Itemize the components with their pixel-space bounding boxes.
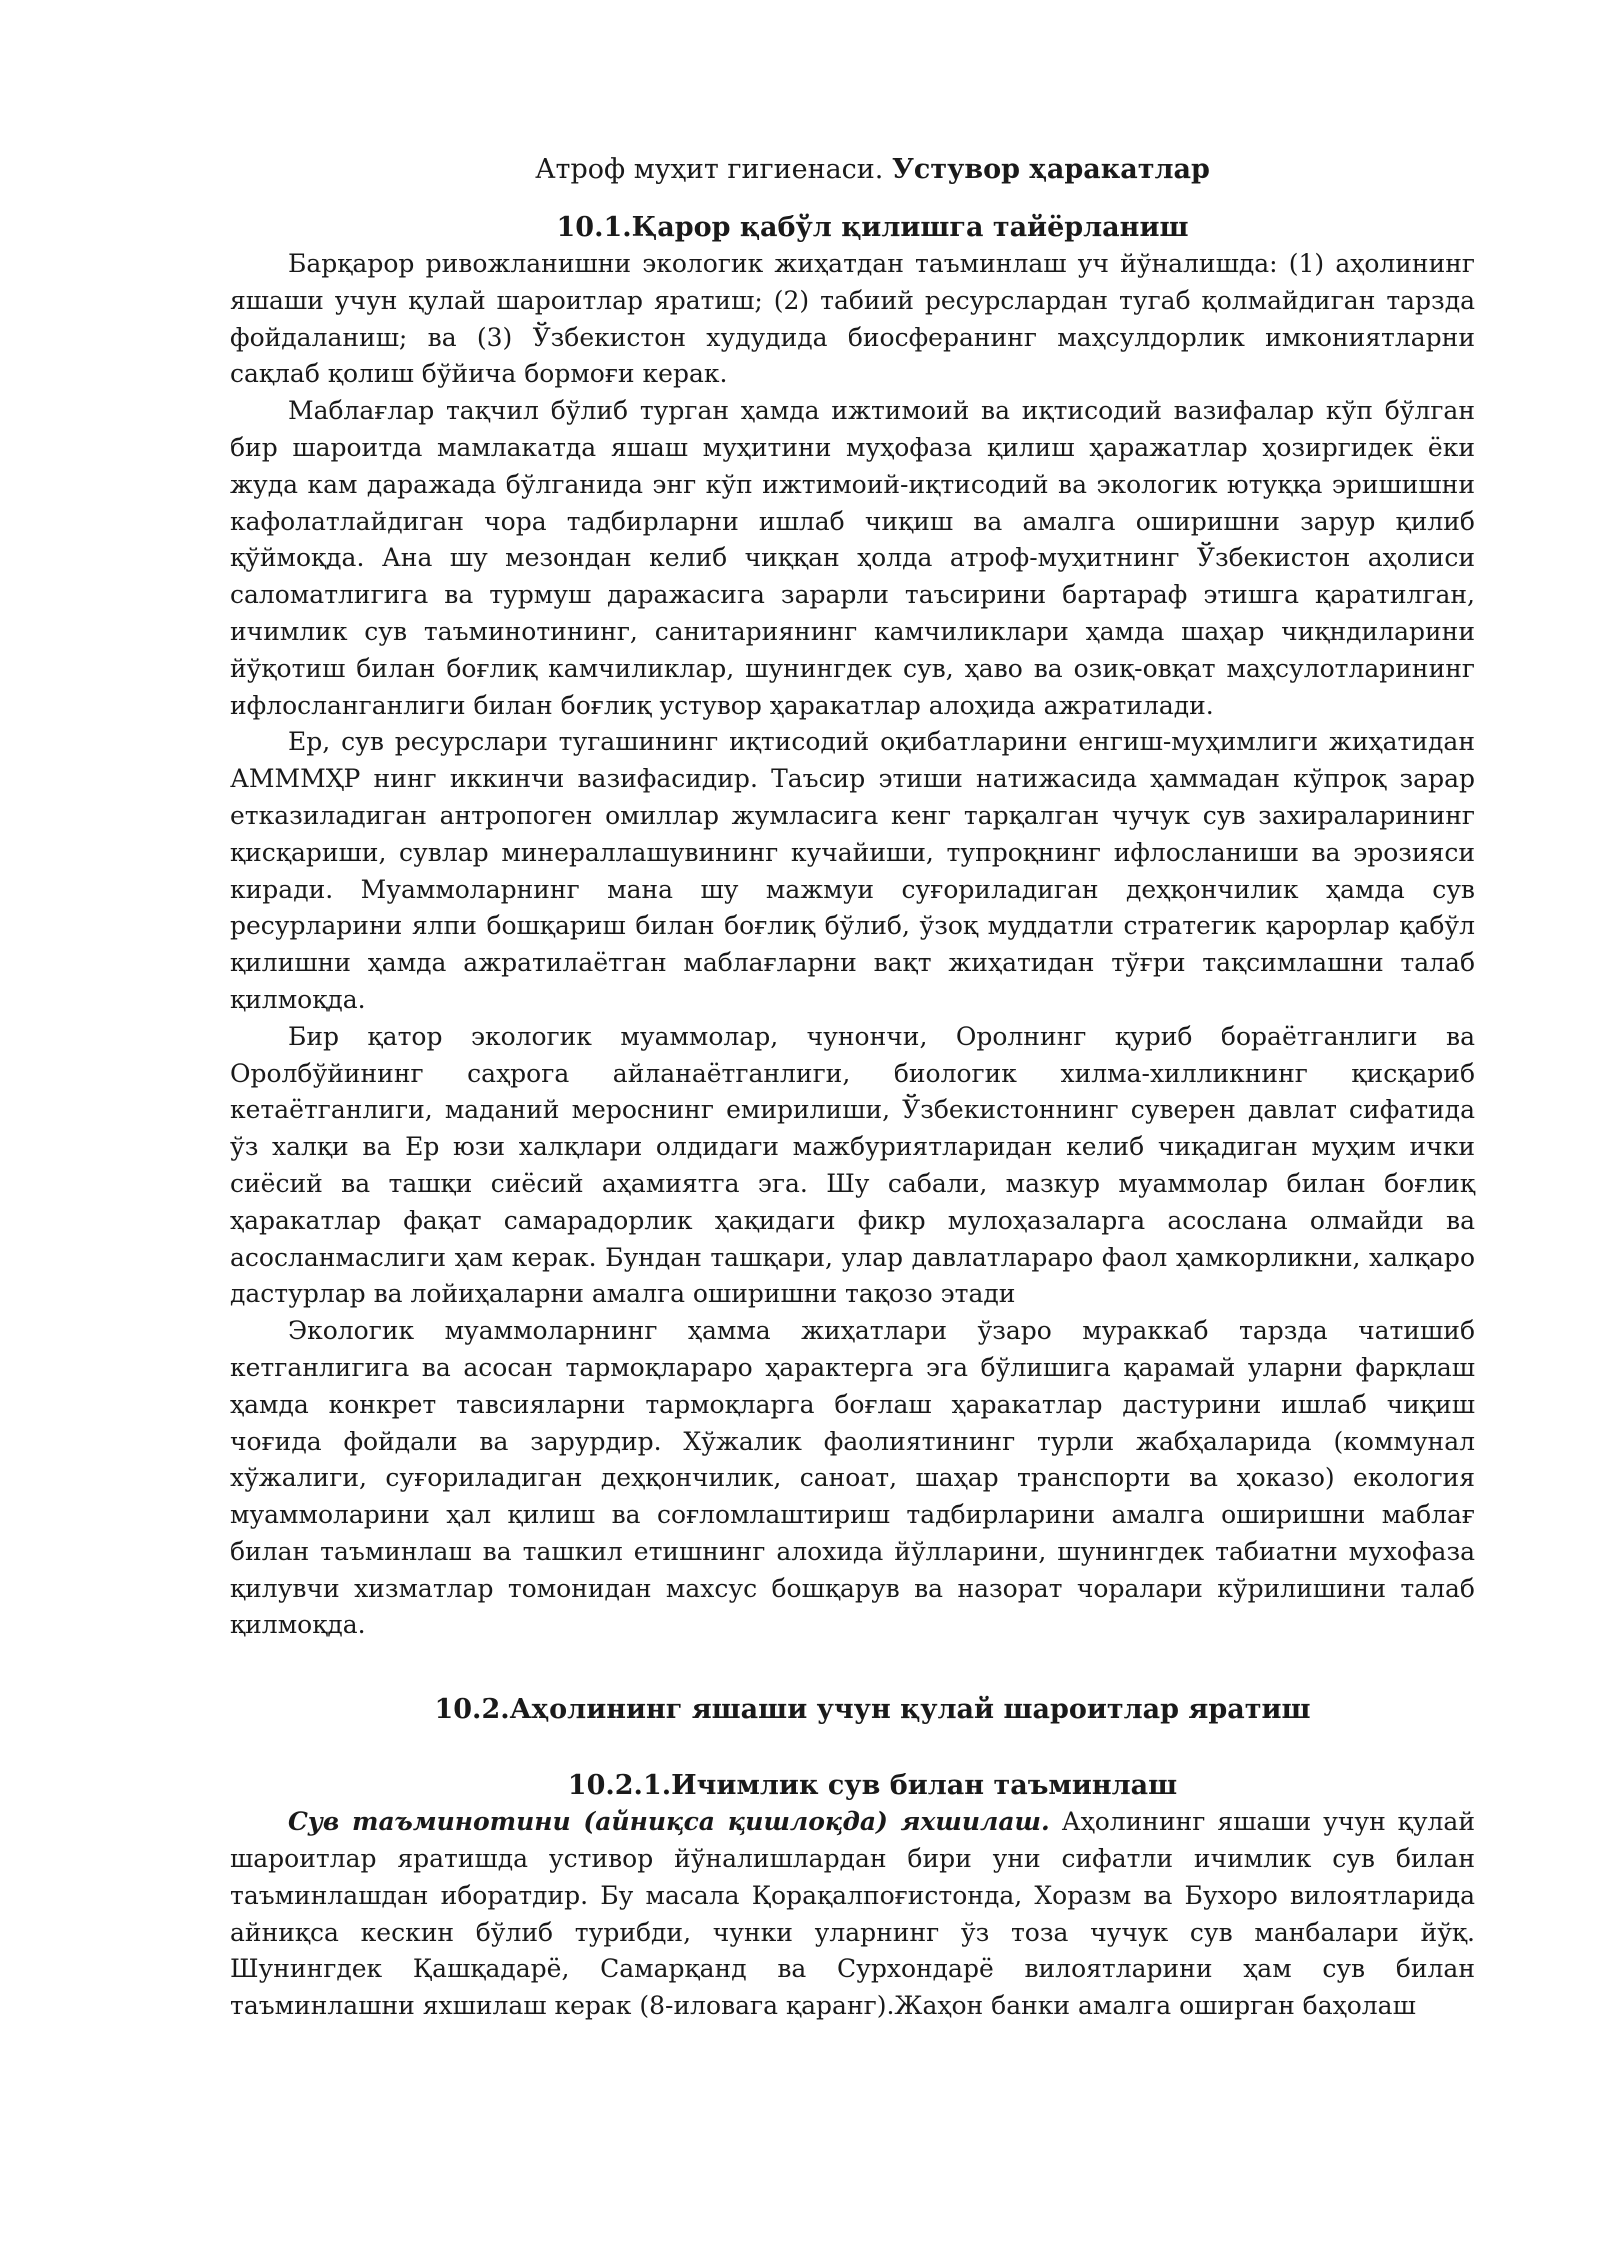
paragraph: Бир қатор экологик муаммолар, чунончи, Оролнинг қуриб бораётганлиги ва Оролбўйининг саҳрога айланаётганлиги, биологик хилма-хилликнинг қисқариб кетаётганлиги, маданий мероснинг емирилиши, Ўзбекистоннинг суверен давлат сифатида ўз халқи ва Ер юзи халқлари олдидаги мажбуриятларидан келиб чиқадиган муҳим ички сиёсий ва ташқи сиёсий аҳамиятга эга. Шу сабали, мазкур муаммолар билан боғлиқ ҳаракатлар фақат самарадорлик ҳақидаги фикр мулоҳазаларга асослана олмайди ва асосланмаслиги ҳам керак. Бундан ташқари, улар давлатлараро фаол ҳамкорликни, халқаро дастурлар ва лойиҳаларни амалга оширишни тақозо этади [230, 1021, 1475, 1309]
document-page [230, 152, 1475, 2025]
paragraph-body: Аҳолининг яшаши учун қулай шароитлар яратишда устивор йўналишлардан бири уни сифатли ичимлик сув билан таъминлашдан иборатдир. Бу масала Қорақалпоғистонда, Хоразм ва Бухоро вилоятларида айниқса кескин бўлиб турибди, чунки уларнинг ўз тоза чучук сув манбалари йўқ. Шунингдек Қашқадарё, Самарқанд ва Сурхондарё вилоятларини ҳам сув билан таъминлашни яхшилаш керак (8-иловага қаранг).Жаҳон банки амалга оширган баҳолаш [230, 1807, 1475, 2021]
paragraph-water-supply [230, 1804, 1475, 2025]
paragraph: Экологик муаммоларнинг ҳамма жиҳатлари ўзаро мураккаб тарзда чатишиб кетганлигига ва асосан тармоқлараро ҳарактерга эга бўлишига қарамай уларни фарқлаш ҳамда конкрет тавсияларни тармоқларга боғлаш ҳаракатлар дастурини ишлаб чиқиш чоғида фойдали ва зарурдир. Хўжалик фаолиятининг турли жабҳаларида (коммунал хўжалиги, суғориладиган деҳқончилик, саноат, шаҳар транспорти ва ҳоказо) екология муаммоларини ҳал қилиш ва соғломлаштириш тадбирларини амалга оширишни маблағ билан таъминлаш ва ташкил етишнинг алохида йўлларини, шунингдек табиатни мухофаза қилувчи хизматлар томонидан махсус бошқарув ва назорат чоралари кўрилишини талаб қилмоқда. [230, 1316, 1475, 1640]
paragraph: Барқарор ривожланишни экологик жиҳатдан таъминлаш уч йўналишда: (1) аҳолининг яшаши учун қулай шароитлар яратиш; (2) табиий ресурслардан тугаб қолмайдиган тарзда фойдаланиш; ва (3) Ўзбекистон худудида биосферанинг маҳсулдорлик имкониятларни сақлаб қолиш бўйича бормоғи керак. [230, 249, 1475, 389]
document-title-regular: Атроф муҳит гигиенаси. [535, 154, 884, 185]
section-10-1-heading: 10.1.Қарор қабўл қилишга тайёрланиш [556, 212, 1189, 243]
paragraph: Ер, сув ресурслари тугашининг иқтисодий оқибатларини енгиш-муҳимлиги жиҳатидан АМММҲР нинг иккинчи вазифасидир. Таъсир этиши натижасида ҳаммадан кўпроқ зарар етказиладиган антропоген омиллар жумласига кенг тарқалган чучук сув захираларининг қисқариши, сувлар минераллашувининг кучайиши, тупроқнинг ифлосланиши ва эрозияси киради. Муаммоларнинг мана шу мажмуи суғориладиган деҳқончилик ҳамда сув ресурларини ялпи бошқариш билан боғлиқ бўлиб, ўзоқ муддатли стратегик қарорлар қабўл қилишни ҳамда ажратилаётган маблағларни вақт жиҳатидан тўғри тақсимлашни талаб қилмоқда. [230, 727, 1475, 1014]
document-title [230, 152, 1475, 188]
paragraph-lead: Сув таъминотини (айниқса қишлоқда) яхшилаш. [288, 1807, 1050, 1837]
document-title-bold: Устувор ҳаракатлар [891, 154, 1210, 185]
section-10-2-1-heading: 10.2.1.Ичимлик сув билан таъминлаш [567, 1770, 1178, 1802]
section-10-2-heading: 10.2.Аҳолининг яшаши учун қулай шароитлар яратиш [434, 1694, 1311, 1726]
paragraph: Маблағлар тақчил бўлиб турган ҳамда ижтимоий ва иқтисодий вазифалар кўп бўлган бир шароитда мамлакатда яшаш муҳитини муҳофаза қилиш ҳаражатлар ҳозиргидек ёки жуда кам даражада бўлганида энг кўп ижтимоий-иқтисодий ва экологик ютуққа эришишни кафолатлайдиган чора тадбирларни ишлаб чиқиш ва амалга оширишни зарур қилиб қўймоқда. Ана шу мезондан келиб чиққан ҳолда атроф-муҳитнинг Ўзбекистон аҳолиси саломатлигига ва турмуш даражасига зарарли таъсирини бартараф этишга қаратилган, ичимлик сув таъминотининг, санитариянинг камчиликлари ҳамда шаҳар чиқндиларини йўқотиш билан боғлиқ камчиликлар, шунингдек сув, ҳаво ва озиқ-овқат маҳсулотларининг ифлосланганлиги билан боғлиқ устувор ҳаракатлар алоҳида ажратилади. [230, 396, 1475, 720]
